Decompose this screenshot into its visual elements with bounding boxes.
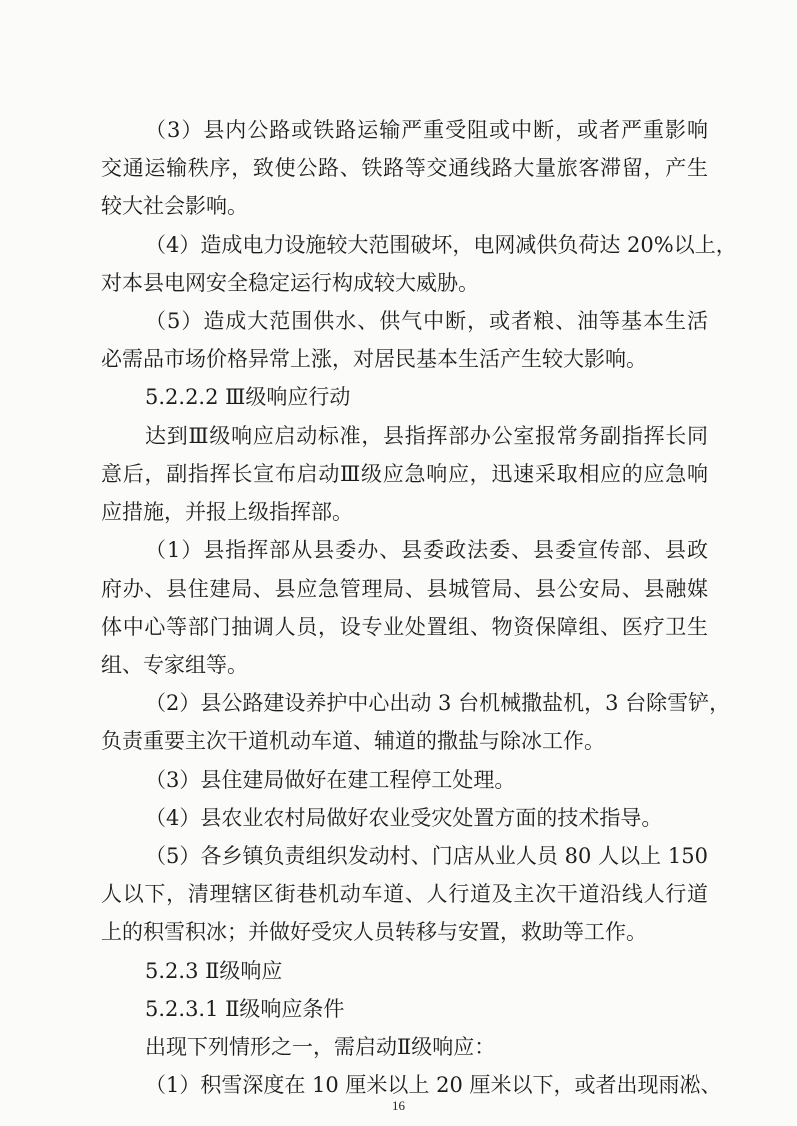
text-line: （2）县公路建设养护中心出动 3 台机械撒盐机，3 台除雪铲， xyxy=(145,691,731,715)
text-line: （3）县内公路或铁路运输严重受阻或中断，或者严重影响 xyxy=(145,118,709,142)
text-line: 对本县电网安全稳定运行构成较大威胁。 xyxy=(101,271,479,295)
section-heading: 5.2.3.1 Ⅱ级响应条件 xyxy=(145,997,345,1021)
text-line: 负责重要主次干道机动车道、辅道的撒盐与除冰工作。 xyxy=(101,729,605,753)
text-line: （4）造成电力设施较大范围破坏，电网减供负荷达 20%以上， xyxy=(145,233,737,257)
text-line: 出现下列情形之一，需启动Ⅱ级响应： xyxy=(145,1035,496,1059)
text-line: （1）县指挥部从县委办、县委政法委、县委宣传部、县政 xyxy=(145,538,709,562)
text-line: 必需品市场价格异常上涨，对居民基本生活产生较大影响。 xyxy=(101,347,647,371)
text-line: 府办、县住建局、县应急管理局、县城管局、县公安局、县融媒 xyxy=(101,577,709,601)
text-line: 较大社会影响。 xyxy=(101,194,248,218)
text-line: （5）各乡镇负责组织发动村、门店从业人员 80 人以上 150 xyxy=(145,844,709,868)
text-line: 应措施，并报上级指挥部。 xyxy=(101,500,353,524)
text-line: （5）造成大范围供水、供气中断，或者粮、油等基本生活 xyxy=(145,309,709,333)
text-line: （1）积雪深度在 10 厘米以上 20 厘米以下，或者出现雨凇、 xyxy=(145,1073,722,1097)
text-line: 人以下，清理辖区街巷机动车道、人行道及主次干道沿线人行道 xyxy=(101,882,709,906)
text-line: 上的积雪积冰；并做好受灾人员转移与安置，救助等工作。 xyxy=(101,920,647,944)
text-line: （4）县农业农村局做好农业受灾处置方面的技术指导。 xyxy=(145,806,663,830)
text-line: 达到Ⅲ级响应启动标准，县指挥部办公室报常务副指挥长同 xyxy=(145,424,709,448)
text-line: （3）县住建局做好在建工程停工处理。 xyxy=(145,768,516,792)
section-heading: 5.2.3 Ⅱ级响应 xyxy=(145,959,283,983)
text-line: 组、专家组等。 xyxy=(101,653,248,677)
section-heading: 5.2.2.2 Ⅲ级响应行动 xyxy=(145,385,351,409)
page-number: 16 xyxy=(392,1098,405,1113)
text-line: 体中心等部门抽调人员，设专业处置组、物资保障组、医疗卫生 xyxy=(101,615,709,639)
text-line: 意后，副指挥长宣布启动Ⅲ级应急响应，迅速采取相应的应急响 xyxy=(101,462,709,486)
text-line: 交通运输秩序，致使公路、铁路等交通线路大量旅客滞留，产生 xyxy=(101,156,709,180)
